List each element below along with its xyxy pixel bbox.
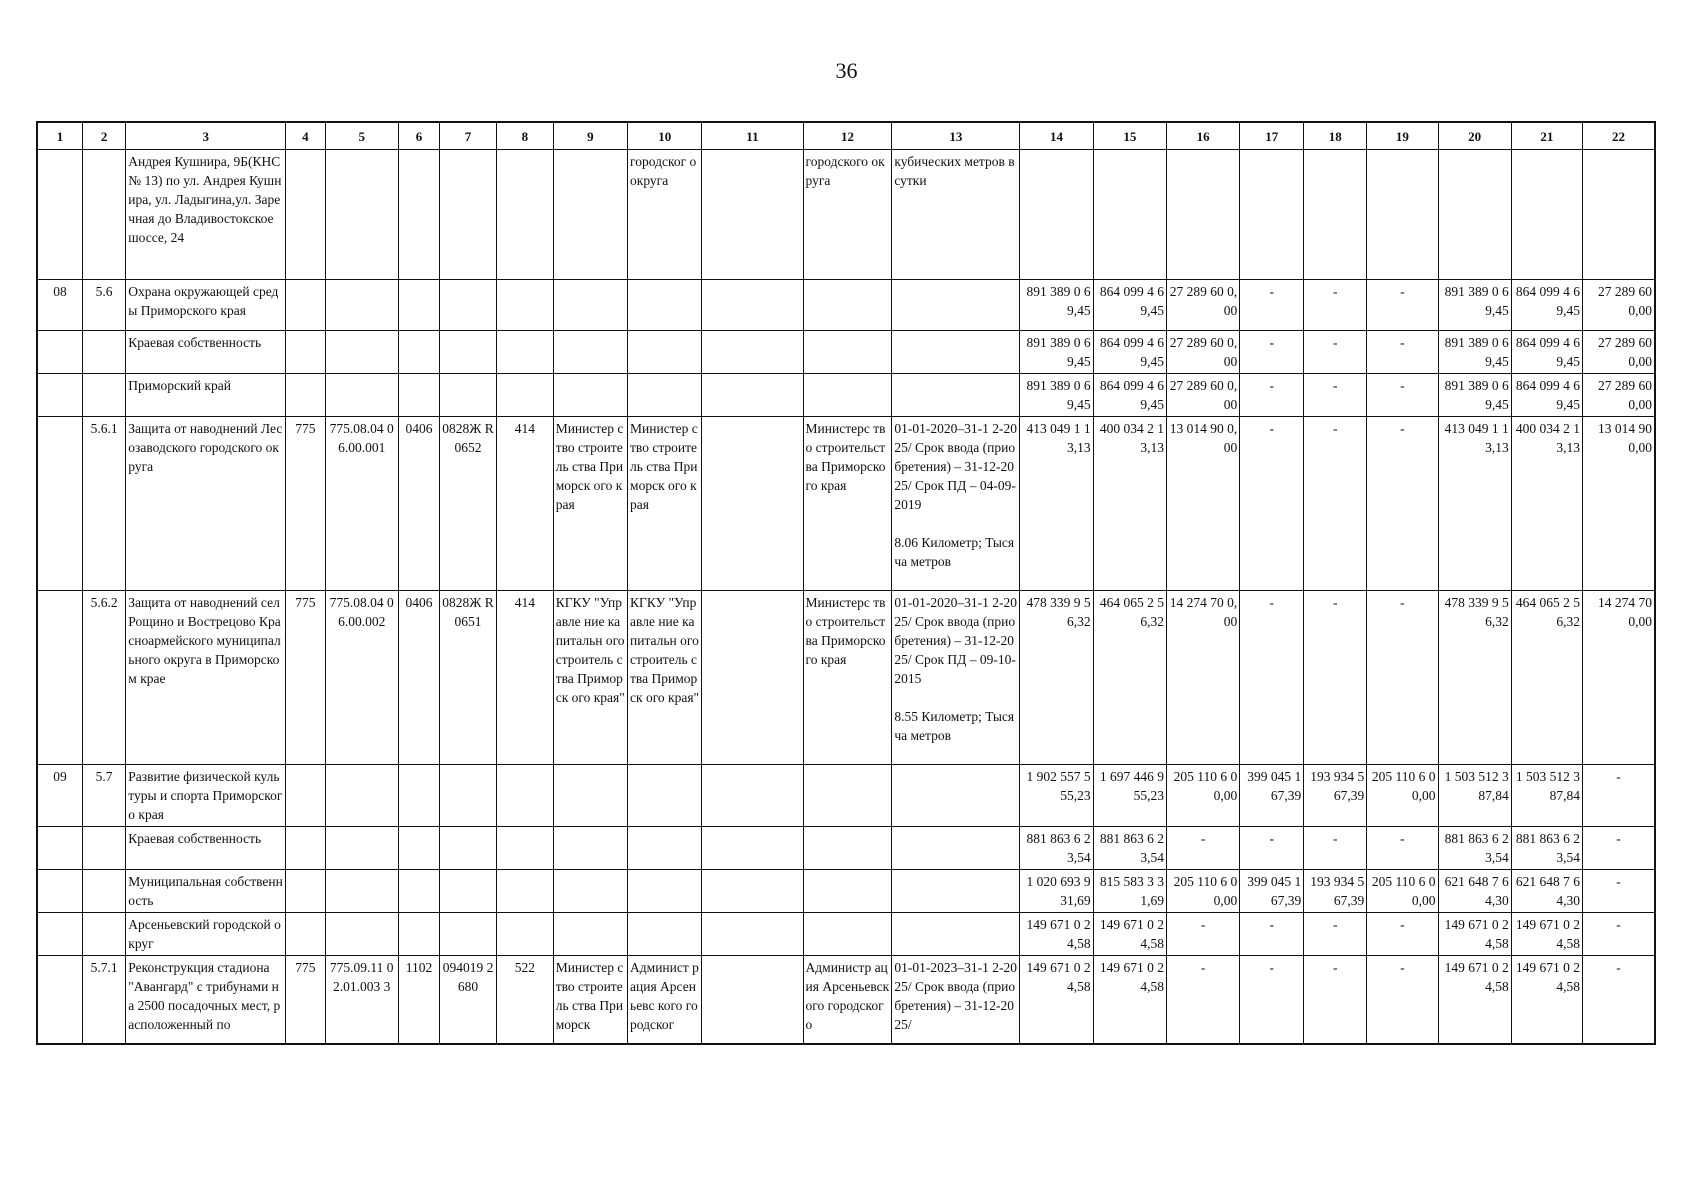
table-cell: [702, 913, 803, 956]
table-cell: 775: [286, 591, 325, 765]
table-cell: 0406: [398, 591, 439, 765]
table-cell: -: [1304, 374, 1367, 417]
table-cell: 881 863 6 23,54: [1020, 827, 1093, 870]
table-cell: [892, 280, 1020, 331]
table-cell: Администр ация Арсеньевск ого городского: [803, 956, 892, 1044]
table-cell: 149 671 0 24,58: [1438, 913, 1511, 956]
table-cell: -: [1367, 374, 1438, 417]
table-cell: [628, 765, 702, 827]
table-cell: [440, 913, 497, 956]
table-cell: Краевая собственность: [126, 827, 286, 870]
table-cell: 09: [37, 765, 82, 827]
column-number: 11: [702, 122, 803, 150]
table-cell: Министерс тво строительст ва Приморско го края: [803, 591, 892, 765]
table-cell: 149 671 0 24,58: [1093, 956, 1166, 1044]
column-number: 15: [1093, 122, 1166, 150]
table-row: [37, 913, 1655, 956]
table-cell: Админист рация Арсеньевс кого городског: [628, 956, 702, 1044]
table-cell: -: [1240, 827, 1304, 870]
column-number: 6: [398, 122, 439, 150]
table-cell: [553, 870, 627, 913]
table-cell: -: [1166, 827, 1239, 870]
table-cell: [286, 150, 325, 280]
table-row: [37, 827, 1655, 870]
column-number: 19: [1367, 122, 1438, 150]
table-cell: [82, 870, 125, 913]
table-cell: [496, 765, 553, 827]
table-cell: [702, 956, 803, 1044]
table-cell: -: [1304, 591, 1367, 765]
column-number: 21: [1511, 122, 1582, 150]
table-cell: -: [1367, 591, 1438, 765]
table-cell: [553, 331, 627, 374]
table-cell: 1 503 512 387,84: [1438, 765, 1511, 827]
table-cell: [496, 331, 553, 374]
table-cell: [803, 827, 892, 870]
table-cell: Охрана окружающей среды Приморского края: [126, 280, 286, 331]
table-cell: [440, 374, 497, 417]
table-cell: [702, 150, 803, 280]
table-cell: Министер ство строитель ства Приморск: [553, 956, 627, 1044]
table-cell: 864 099 4 69,45: [1093, 280, 1166, 331]
table-cell: 621 648 7 64,30: [1438, 870, 1511, 913]
table-cell: 0406: [398, 417, 439, 591]
table-row: [37, 280, 1655, 331]
table-cell: [286, 374, 325, 417]
table-cell: [286, 870, 325, 913]
table-cell: -: [1367, 280, 1438, 331]
table-cell: [702, 280, 803, 331]
table-cell: 094019 2680: [440, 956, 497, 1044]
table-cell: [1020, 150, 1093, 280]
table-cell: [398, 827, 439, 870]
table-cell: 891 389 0 69,45: [1438, 331, 1511, 374]
table-cell: Реконструкция стадиона "Авангард" с трибунами на 2500 посадочных мест, расположенный по: [126, 956, 286, 1044]
table-cell: -: [1583, 765, 1655, 827]
table-cell: [1511, 150, 1582, 280]
table-cell: [440, 280, 497, 331]
table-cell: [398, 374, 439, 417]
table-cell: 0828Ж R0651: [440, 591, 497, 765]
table-cell: 864 099 4 69,45: [1093, 331, 1166, 374]
table-cell: [37, 417, 82, 591]
table-cell: [286, 280, 325, 331]
table-cell: [803, 870, 892, 913]
table-cell: [37, 913, 82, 956]
table-cell: [803, 913, 892, 956]
column-number: 2: [82, 122, 125, 150]
table-cell: 775: [286, 956, 325, 1044]
table-cell: 205 110 6 00,00: [1166, 870, 1239, 913]
table-cell: [37, 827, 82, 870]
table-cell: 5.7: [82, 765, 125, 827]
table-cell: -: [1367, 331, 1438, 374]
table-cell: [37, 591, 82, 765]
table-cell: [553, 280, 627, 331]
table-cell: [398, 870, 439, 913]
table-cell: [496, 913, 553, 956]
column-number: 9: [553, 122, 627, 150]
table-cell: 891 389 0 69,45: [1438, 280, 1511, 331]
column-number: 8: [496, 122, 553, 150]
table-cell: 149 671 0 24,58: [1093, 913, 1166, 956]
column-number: 3: [126, 122, 286, 150]
table-cell: [553, 827, 627, 870]
table-cell: -: [1240, 374, 1304, 417]
table-cell: 621 648 7 64,30: [1511, 870, 1582, 913]
table-cell: 13 014 90 0,00: [1583, 417, 1655, 591]
table-cell: -: [1304, 417, 1367, 591]
table-cell: 464 065 2 56,32: [1093, 591, 1166, 765]
column-number: 7: [440, 122, 497, 150]
column-number: 20: [1438, 122, 1511, 150]
table-cell: [628, 374, 702, 417]
table-cell: 464 065 2 56,32: [1511, 591, 1582, 765]
table-cell: КГКУ "Управле ние капитальн ого строитель ства Приморск ого края": [553, 591, 627, 765]
table-cell: [325, 913, 398, 956]
table-cell: [496, 150, 553, 280]
table-cell: [628, 913, 702, 956]
table-cell: [440, 331, 497, 374]
table-cell: 400 034 2 13,13: [1093, 417, 1166, 591]
table-cell: 478 339 9 56,32: [1438, 591, 1511, 765]
table-cell: [325, 827, 398, 870]
table-cell: [398, 331, 439, 374]
table-cell: [398, 913, 439, 956]
table-cell: 414: [496, 591, 553, 765]
table-cell: Приморский край: [126, 374, 286, 417]
table-cell: [553, 150, 627, 280]
column-number: 22: [1583, 122, 1655, 150]
table-cell: 149 671 0 24,58: [1511, 956, 1582, 1044]
table-cell: Развитие физической культуры и спорта Приморского края: [126, 765, 286, 827]
table-cell: Защита от наводнений Лесозаводского городского округа: [126, 417, 286, 591]
table-cell: [37, 956, 82, 1044]
table-cell: 1 020 693 931,69: [1020, 870, 1093, 913]
table-cell: [82, 331, 125, 374]
table-cell: [398, 765, 439, 827]
table-cell: городског о округа: [628, 150, 702, 280]
table-cell: Министер ство строитель ства Приморск ого края: [628, 417, 702, 591]
table-row: [37, 374, 1655, 417]
table-cell: 891 389 0 69,45: [1020, 331, 1093, 374]
table-cell: 01-01-2023–31-1 2-2025/ Срок ввода (приобретения) – 31-12-2025/: [892, 956, 1020, 1044]
table-cell: [440, 765, 497, 827]
table-cell: -: [1240, 417, 1304, 591]
column-number: 16: [1166, 122, 1239, 150]
table-cell: -: [1583, 913, 1655, 956]
table-cell: -: [1367, 956, 1438, 1044]
table-cell: 891 389 0 69,45: [1020, 374, 1093, 417]
table-cell: [702, 374, 803, 417]
table-cell: 27 289 60 0,00: [1583, 280, 1655, 331]
table-cell: 522: [496, 956, 553, 1044]
table-cell: Арсеньевский городской округ: [126, 913, 286, 956]
table-cell: [702, 870, 803, 913]
table-cell: [1093, 150, 1166, 280]
table-cell: [628, 827, 702, 870]
column-number: 1: [37, 122, 82, 150]
table-cell: [628, 870, 702, 913]
table-cell: 891 389 0 69,45: [1438, 374, 1511, 417]
table-cell: -: [1240, 331, 1304, 374]
table-cell: [1166, 150, 1239, 280]
table-cell: [553, 374, 627, 417]
table-cell: -: [1166, 913, 1239, 956]
table-cell: 01-01-2020–31-1 2-2025/ Срок ввода (приобретения) – 31-12-2025/ Срок ПД – 04-09-2019 8.06 Километр; Тысяча метров: [892, 417, 1020, 591]
table-cell: [892, 870, 1020, 913]
table-cell: [803, 374, 892, 417]
table-cell: 14 274 70 0,00: [1583, 591, 1655, 765]
table-row: [37, 331, 1655, 374]
table-cell: [440, 870, 497, 913]
table-cell: [37, 331, 82, 374]
table-cell: 1 503 512 387,84: [1511, 765, 1582, 827]
table-cell: [82, 150, 125, 280]
table-cell: [803, 331, 892, 374]
table-cell: 27 289 60 0,00: [1166, 331, 1239, 374]
table-cell: 775.08.04 06.00.002: [325, 591, 398, 765]
table-cell: -: [1304, 331, 1367, 374]
table-cell: -: [1367, 827, 1438, 870]
table-cell: [892, 827, 1020, 870]
table-cell: [440, 150, 497, 280]
table-cell: 891 389 0 69,45: [1020, 280, 1093, 331]
table-cell: 27 289 60 0,00: [1583, 374, 1655, 417]
table-cell: [286, 331, 325, 374]
table-cell: [496, 374, 553, 417]
table-cell: [286, 827, 325, 870]
table-row: [37, 150, 1655, 280]
table-cell: кубических метров в сутки: [892, 150, 1020, 280]
table-cell: [1438, 150, 1511, 280]
table-cell: 149 671 0 24,58: [1438, 956, 1511, 1044]
table-cell: [702, 417, 803, 591]
table-cell: -: [1304, 956, 1367, 1044]
table-cell: городского округа: [803, 150, 892, 280]
table-cell: [398, 280, 439, 331]
column-number: 5: [325, 122, 398, 150]
table-cell: [1367, 150, 1438, 280]
table-cell: [286, 765, 325, 827]
table-cell: 149 671 0 24,58: [1020, 956, 1093, 1044]
column-number-row: [37, 122, 1655, 150]
column-number: 13: [892, 122, 1020, 150]
table-cell: -: [1367, 913, 1438, 956]
table-cell: 149 671 0 24,58: [1020, 913, 1093, 956]
table-cell: 5.6.2: [82, 591, 125, 765]
budget-table: [36, 121, 1656, 1045]
table-cell: [553, 913, 627, 956]
table-row: [37, 417, 1655, 591]
table-cell: [82, 913, 125, 956]
table-cell: -: [1304, 280, 1367, 331]
table-cell: [496, 827, 553, 870]
table-cell: 815 583 3 31,69: [1093, 870, 1166, 913]
table-cell: [892, 374, 1020, 417]
table-cell: [628, 280, 702, 331]
table-cell: [37, 870, 82, 913]
page-number: 36: [835, 58, 858, 83]
table-row: [37, 870, 1655, 913]
table-cell: Министерс тво строительст ва Приморско го края: [803, 417, 892, 591]
table-cell: [286, 913, 325, 956]
table-cell: 27 289 60 0,00: [1166, 280, 1239, 331]
table-cell: -: [1240, 956, 1304, 1044]
column-number: 10: [628, 122, 702, 150]
table-cell: 149 671 0 24,58: [1511, 913, 1582, 956]
table-cell: 5.7.1: [82, 956, 125, 1044]
table-cell: 400 034 2 13,13: [1511, 417, 1582, 591]
table-row: [37, 765, 1655, 827]
table-cell: 193 934 567,39: [1304, 765, 1367, 827]
table-cell: [325, 280, 398, 331]
table-cell: -: [1240, 280, 1304, 331]
table-cell: 399 045 167,39: [1240, 870, 1304, 913]
table-cell: 1102: [398, 956, 439, 1044]
table-cell: 413 049 1 13,13: [1438, 417, 1511, 591]
table-cell: -: [1304, 827, 1367, 870]
table-cell: [1583, 150, 1655, 280]
table-cell: 205 110 6 00,00: [1367, 870, 1438, 913]
table-cell: [325, 870, 398, 913]
table-cell: [325, 331, 398, 374]
table-cell: [702, 827, 803, 870]
table-cell: [892, 913, 1020, 956]
table-cell: Министер ство строитель ства Приморск ого края: [553, 417, 627, 591]
table-cell: [37, 150, 82, 280]
table-cell: Защита от наводнений сел Рощино и Вострецово Красноармейского муниципального округа в Приморском крае: [126, 591, 286, 765]
table-row: [37, 591, 1655, 765]
table-cell: -: [1240, 591, 1304, 765]
table-cell: 27 289 60 0,00: [1583, 331, 1655, 374]
column-number: 18: [1304, 122, 1367, 150]
column-number: 12: [803, 122, 892, 150]
table-cell: -: [1166, 956, 1239, 1044]
table-cell: [496, 870, 553, 913]
table-cell: 14 274 70 0,00: [1166, 591, 1239, 765]
table-cell: [702, 591, 803, 765]
column-number: 14: [1020, 122, 1093, 150]
table-row: [37, 956, 1655, 1044]
table-cell: -: [1367, 417, 1438, 591]
table-cell: 5.6: [82, 280, 125, 331]
table-cell: [702, 331, 803, 374]
table-cell: [325, 374, 398, 417]
table-cell: -: [1240, 913, 1304, 956]
table-cell: [1304, 150, 1367, 280]
table-cell: [892, 765, 1020, 827]
table-cell: -: [1583, 870, 1655, 913]
table-cell: 414: [496, 417, 553, 591]
column-number: 17: [1240, 122, 1304, 150]
table-cell: [37, 374, 82, 417]
column-number: 4: [286, 122, 325, 150]
table-cell: 08: [37, 280, 82, 331]
table-cell: 01-01-2020–31-1 2-2025/ Срок ввода (приобретения) – 31-12-2025/ Срок ПД – 09-10-2015 8.55 Километр; Тысяча метров: [892, 591, 1020, 765]
table-cell: КГКУ "Управле ние капитальн ого строитель ства Приморск ого края": [628, 591, 702, 765]
table-cell: [803, 765, 892, 827]
table-cell: [440, 827, 497, 870]
table-cell: 478 339 9 56,32: [1020, 591, 1093, 765]
table-cell: [325, 150, 398, 280]
table-cell: [398, 150, 439, 280]
table-cell: 1 697 446 955,23: [1093, 765, 1166, 827]
table-cell: 13 014 90 0,00: [1166, 417, 1239, 591]
table-cell: 5.6.1: [82, 417, 125, 591]
table-cell: Краевая собственность: [126, 331, 286, 374]
table-cell: [553, 765, 627, 827]
table-cell: 193 934 567,39: [1304, 870, 1367, 913]
table-cell: 399 045 167,39: [1240, 765, 1304, 827]
table-cell: 864 099 4 69,45: [1511, 374, 1582, 417]
table-cell: [1240, 150, 1304, 280]
table-cell: 881 863 6 23,54: [1093, 827, 1166, 870]
table-cell: [702, 765, 803, 827]
table-cell: 881 863 6 23,54: [1438, 827, 1511, 870]
table-cell: [628, 331, 702, 374]
table-cell: Муниципальная собственность: [126, 870, 286, 913]
table-cell: -: [1583, 956, 1655, 1044]
table-cell: [803, 280, 892, 331]
table-cell: 775: [286, 417, 325, 591]
table-cell: [892, 331, 1020, 374]
table-cell: 864 099 4 69,45: [1511, 331, 1582, 374]
table-cell: 864 099 4 69,45: [1511, 280, 1582, 331]
table-cell: 881 863 6 23,54: [1511, 827, 1582, 870]
table-cell: Андрея Кушнира, 9Б(КНС № 13) по ул. Андрея Кушнира, ул. Ладыгина,ул. Заречная до Владивостокское шоссе, 24: [126, 150, 286, 280]
table-cell: 27 289 60 0,00: [1166, 374, 1239, 417]
table-cell: [82, 374, 125, 417]
table-cell: 775.08.04 06.00.001: [325, 417, 398, 591]
table-cell: 775.09.11 02.01.003 3: [325, 956, 398, 1044]
table-cell: 0828Ж R0652: [440, 417, 497, 591]
table-cell: [82, 827, 125, 870]
table-cell: 205 110 6 00,00: [1367, 765, 1438, 827]
table-cell: 1 902 557 555,23: [1020, 765, 1093, 827]
table-cell: -: [1304, 913, 1367, 956]
table-cell: 205 110 6 00,00: [1166, 765, 1239, 827]
table-cell: [325, 765, 398, 827]
table-body: [37, 122, 1655, 1044]
table-cell: 413 049 1 13,13: [1020, 417, 1093, 591]
table-cell: 864 099 4 69,45: [1093, 374, 1166, 417]
table-cell: [496, 280, 553, 331]
table-cell: -: [1583, 827, 1655, 870]
